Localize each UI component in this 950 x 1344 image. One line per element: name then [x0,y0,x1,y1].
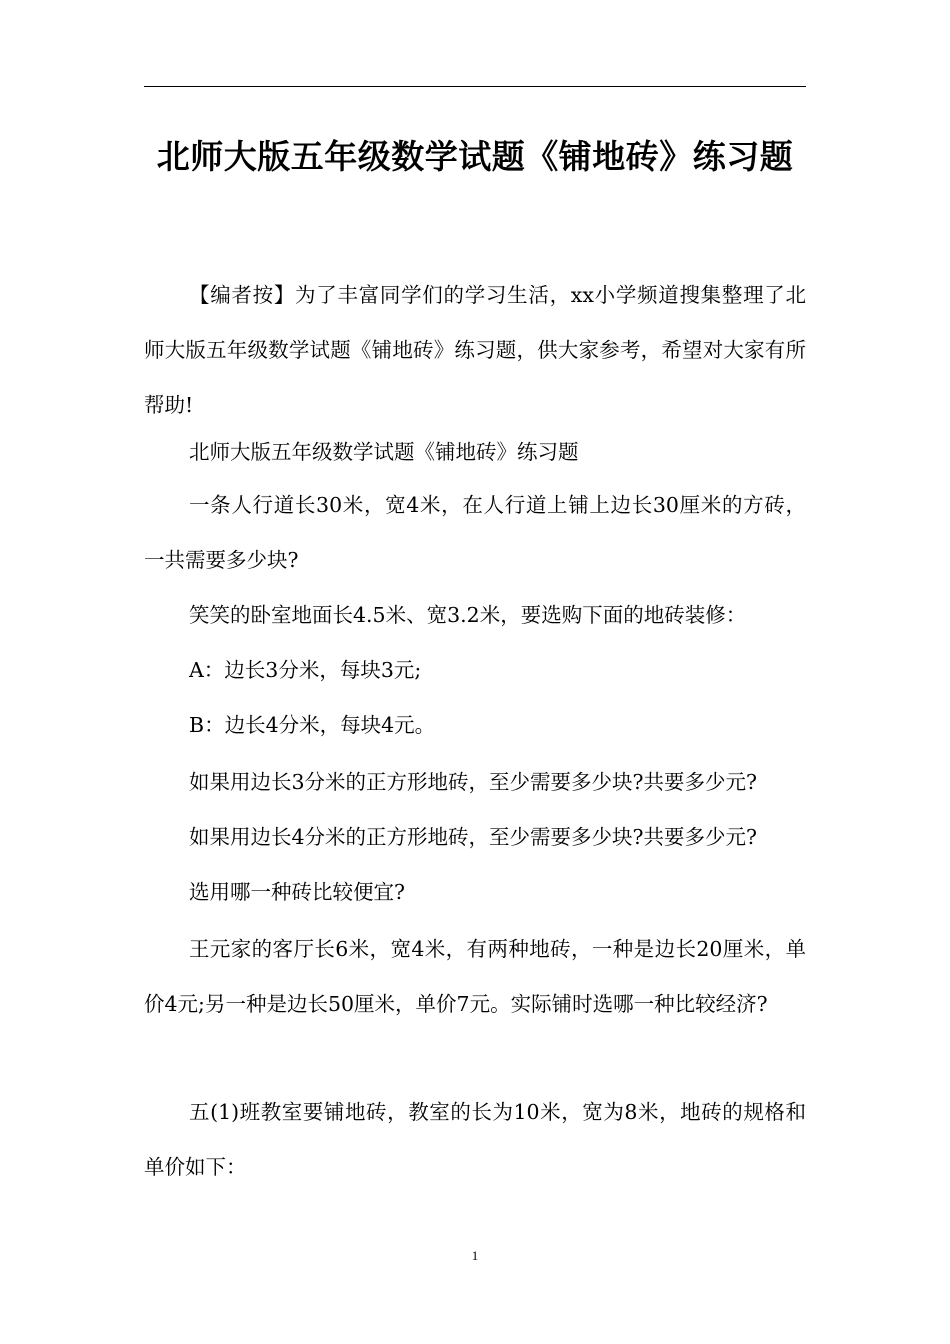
editor-note-paragraph: 【编者按】为了丰富同学们的学习生活，xx小学频道搜集整理了北师大版五年级数学试题《铺地砖》练习题，供大家参考，希望对大家有所帮助! [144,283,806,417]
option-a-paragraph: A：边长3分米，每块3元; [189,658,422,682]
question-4-paragraph: 五(1)班教室要铺地砖，教室的长为10米，宽为8米，地砖的规格和单价如下： [144,1100,806,1179]
document-title: 北师大版五年级数学试题《铺地砖》练习题 [156,137,794,176]
question-3-paragraph: 王元家的客厅长6米，宽4米，有两种地砖，一种是边长20厘米，单价4元;另一种是边长50厘米，单价7元。实际铺时选哪一种比较经济? [144,937,806,1016]
question-2-paragraph: 笑笑的卧室地面长4.5米、宽3.2米，要选购下面的地砖装修： [189,603,747,627]
subtitle-paragraph: 北师大版五年级数学试题《铺地砖》练习题 [189,440,579,464]
page-number: 1 [471,1248,479,1263]
header-rule [144,86,806,87]
question-2b-paragraph: 如果用边长4分米的正方形地砖，至少需要多少块?共要多少元? [189,825,758,849]
question-1-paragraph: 一条人行道长30米，宽4米，在人行道上铺上边长30厘米的方砖，一共需要多少块? [144,493,806,572]
option-b-paragraph: B：边长4分米，每块4元。 [189,713,436,737]
question-2a-paragraph: 如果用边长3分米的正方形地砖，至少需要多少块?共要多少元? [189,770,758,794]
question-2c-paragraph: 选用哪一种砖比较便宜? [189,880,405,904]
